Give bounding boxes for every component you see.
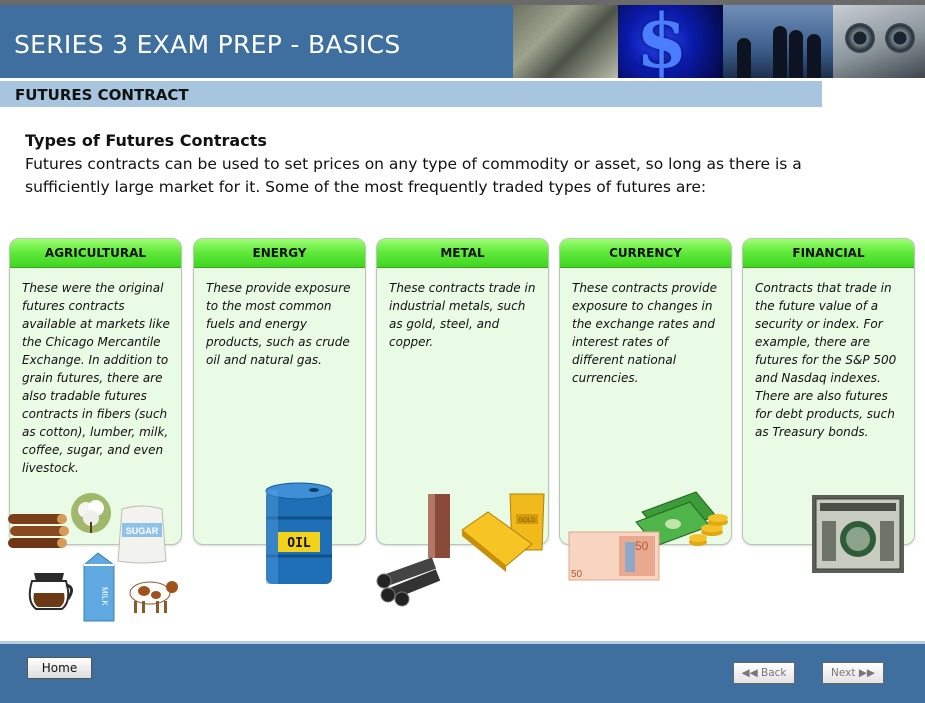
banner-money-photo — [513, 5, 618, 78]
back-button[interactable]: ◀◀ Back — [733, 662, 795, 684]
gold-label: GOLD — [518, 518, 536, 524]
banner-binoculars-photo — [833, 5, 925, 78]
course-header — [0, 5, 925, 78]
cotton-boll-icon — [70, 492, 112, 534]
card-label: CURRENCY — [609, 246, 682, 260]
card-text: These contracts provide exposure to changes in the exchange rates and interest rates of different national currencies. — [572, 281, 718, 385]
section-bar — [0, 81, 822, 107]
intro-heading: Types of Futures Contracts — [25, 131, 267, 150]
copper-bar-icon — [426, 494, 452, 560]
gold-bars-icon — [458, 494, 548, 574]
card-header — [194, 239, 365, 268]
banner-business-people-photo — [723, 5, 833, 78]
card-label: AGRICULTURAL — [44, 246, 147, 260]
card-text: These contracts trade in industrial metals, such as gold, steel, and copper. — [389, 281, 536, 349]
card-label: ENERGY — [252, 246, 307, 260]
euro-banknote-icon — [569, 532, 661, 582]
card-label: FINANCIAL — [792, 246, 865, 260]
sugar-label: SUGAR — [125, 526, 159, 536]
binocular-lens-icon — [885, 23, 915, 53]
milk-carton-icon — [80, 551, 118, 623]
course-title: SERIES 3 EXAM PREP - BASICS — [14, 30, 401, 59]
coffee-pot-icon — [26, 565, 76, 613]
steel-pipes-icon — [378, 555, 446, 607]
note-value-bottom: 50 — [571, 569, 583, 580]
milk-label: MILK — [100, 587, 109, 606]
card-text: These provide exposure to the most common fuels and energy products, such as crude oil and natural gas. — [206, 281, 351, 367]
header-banner-image — [513, 5, 925, 78]
section-title: FUTURES CONTRACT — [15, 86, 189, 104]
oil-barrel-icon — [264, 482, 334, 590]
card-text: These were the original futures contracts available at markets like the Chicago Mercantile Exchange. In addition to grain futures, there are also tradable futures contracts in fibers (such as cotton), lumber, milk, coffee, sugar, and even livestock. — [22, 281, 170, 475]
treasury-bond-icon — [812, 495, 904, 573]
next-button[interactable]: Next ▶▶ — [822, 662, 884, 684]
cow-icon — [124, 575, 180, 615]
card-header — [377, 239, 548, 268]
note-value-top: 50 — [635, 539, 649, 553]
card-header — [10, 239, 181, 268]
card-header — [560, 239, 731, 268]
sugar-bag-icon — [116, 503, 168, 565]
dollar-sign-icon: $ — [636, 5, 688, 78]
lumber-logs-icon — [8, 510, 70, 555]
intro-text: Futures contracts can be used to set prices on any type of commodity or asset, so long as there is a sufficiently large market for it. Some of the most frequently traded types of futures are: — [25, 155, 802, 196]
card-text: Contracts that trade in the future value of a security or index. For example, there are futures for the S&P 500 and Nasdaq indexes. There are also futures for debt products, such as Treasury bonds. — [755, 281, 897, 439]
card-header — [743, 239, 914, 268]
card-label: METAL — [440, 246, 485, 260]
home-button[interactable]: Home — [27, 657, 92, 679]
binocular-lens-icon — [845, 23, 875, 53]
oil-label: OIL — [287, 536, 311, 551]
banner-dollar-photo — [618, 5, 723, 78]
